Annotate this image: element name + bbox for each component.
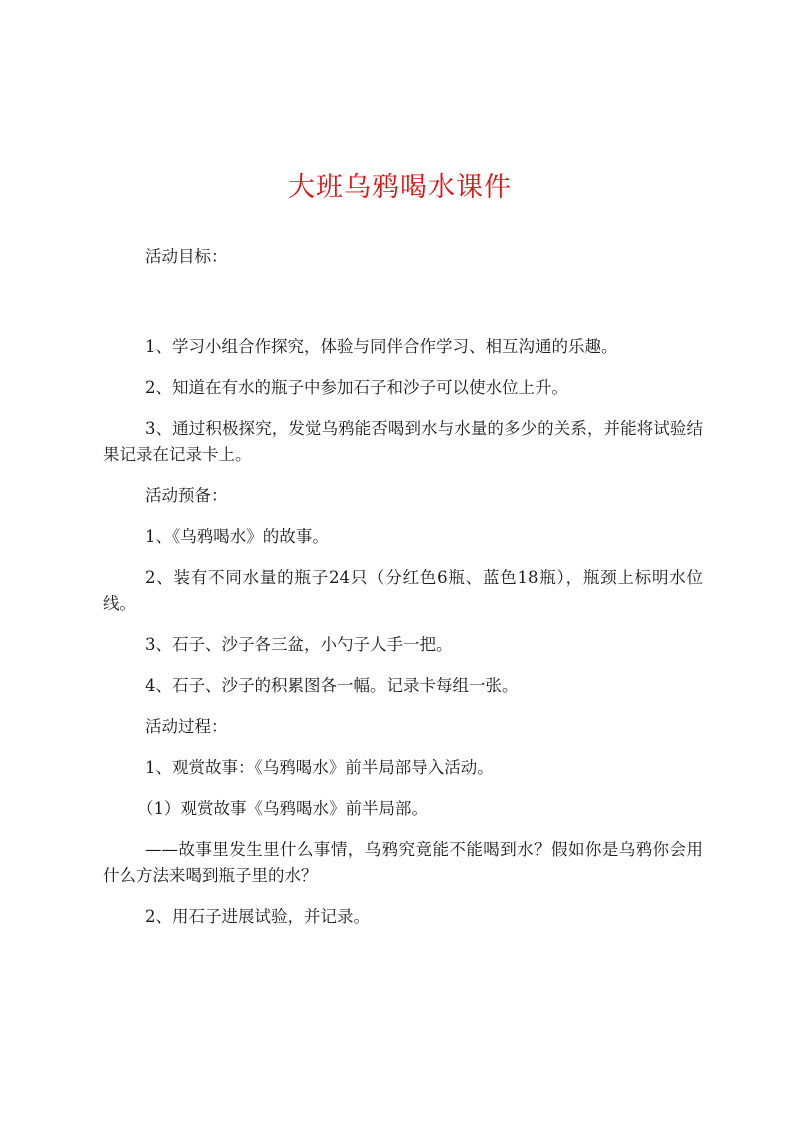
paragraph: 2、装有不同水量的瓶子24只（分红色6瓶、蓝色18瓶），瓶颈上标明水位线。 <box>103 568 703 613</box>
paragraph: （1）观赏故事《乌鸦喝水》前半局部。 <box>137 799 428 818</box>
section-heading-goals: 活动目标： <box>145 247 228 266</box>
document-title: 大班乌鸦喝水课件 <box>288 172 512 203</box>
section-heading-preparation: 活动预备： <box>145 486 228 505</box>
paragraph: 1、学习小组合作探究，体验与同伴合作学习、相互沟通的乐趣。 <box>145 337 618 356</box>
paragraph: 1、《乌鸦喝水》的故事。 <box>145 527 329 546</box>
paragraph: ——故事里发生里什么事情，乌鸦究竟能不能喝到水？假如你是乌鸦你会用什么方法来喝到瓶子里的水？ <box>103 840 703 885</box>
section-heading-process: 活动过程： <box>145 717 228 736</box>
paragraph: 1、观赏故事：《乌鸦喝水》前半局部导入活动。 <box>145 758 494 777</box>
paragraph: 2、用石子进展试验，并记录。 <box>145 907 370 926</box>
paragraph: 2、知道在有水的瓶子中参加石子和沙子可以使水位上升。 <box>145 378 568 397</box>
paragraph: 4、石子、沙子的积累图各一幅。记录卡每组一张。 <box>145 676 519 695</box>
paragraph: 3、石子、沙子各三盆，小勺子人手一把。 <box>145 635 453 654</box>
paragraph: 3、通过积极探究，发觉乌鸦能否喝到水与水量的多少的关系，并能将试验结果记录在记录卡上。 <box>103 419 703 464</box>
document-body <box>103 244 703 930</box>
